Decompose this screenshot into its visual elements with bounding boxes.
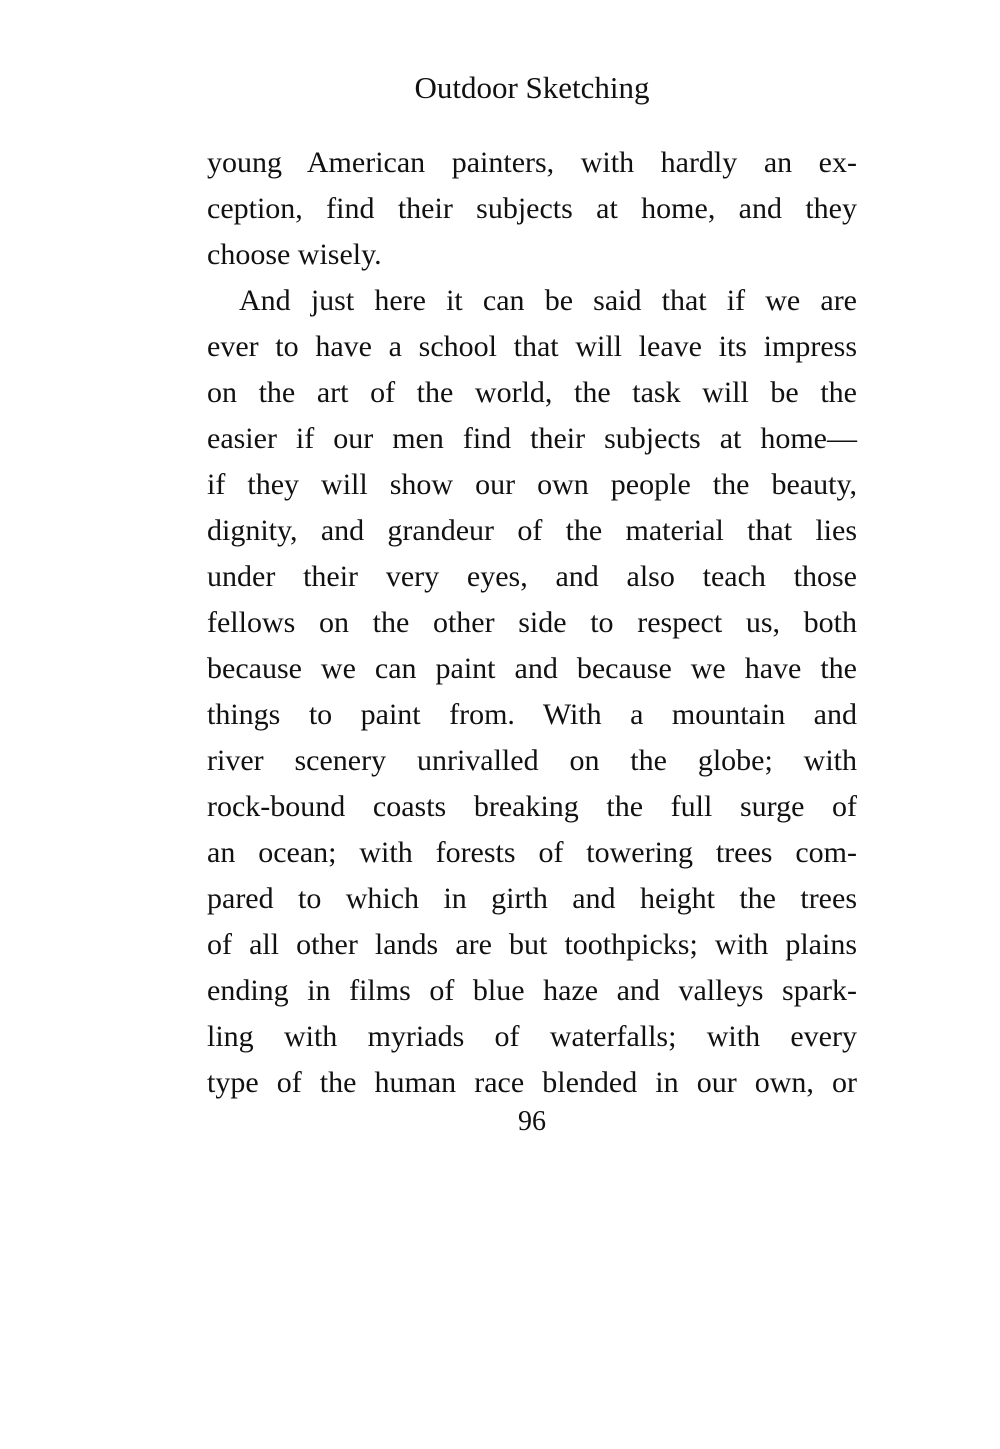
paragraph-2	[207, 278, 857, 1106]
text-line: ling with myriads of waterfalls; with every	[207, 1020, 857, 1053]
text-line: of all other lands are but toothpicks; with plains	[207, 928, 857, 961]
text-line: young American painters, with hardly an ex-	[207, 146, 857, 179]
text-line: an ocean; with forests of towering trees com-	[207, 836, 857, 869]
text-line: river scenery unrivalled on the globe; with	[207, 744, 857, 777]
text-line: type of the human race blended in our own, or	[207, 1066, 857, 1099]
running-header: Outdoor Sketching	[414, 70, 650, 105]
text-line: ception, find their subjects at home, and they	[207, 192, 857, 225]
text-line: fellows on the other side to respect us, both	[207, 606, 857, 639]
text-line: choose wisely.	[207, 238, 382, 271]
text-line: things to paint from. With a mountain and	[207, 698, 857, 731]
text-line: ending in films of blue haze and valleys spark-	[207, 974, 857, 1007]
text-line: pared to which in girth and height the trees	[207, 882, 857, 915]
paragraph-1	[207, 140, 857, 278]
text-line: dignity, and grandeur of the material that lies	[207, 514, 857, 547]
page-body	[207, 140, 857, 1106]
text-line: And just here it can be said that if we are	[239, 284, 857, 317]
text-line: because we can paint and because we have the	[207, 652, 857, 685]
text-line: under their very eyes, and also teach those	[207, 560, 857, 593]
text-line: easier if our men find their subjects at home—	[207, 422, 857, 455]
text-line: if they will show our own people the beauty,	[207, 468, 857, 501]
page-number: 96	[518, 1106, 546, 1137]
text-line: ever to have a school that will leave its impress	[207, 330, 857, 363]
text-line: on the art of the world, the task will be the	[207, 376, 857, 409]
text-line: rock-bound coasts breaking the full surge of	[207, 790, 857, 823]
